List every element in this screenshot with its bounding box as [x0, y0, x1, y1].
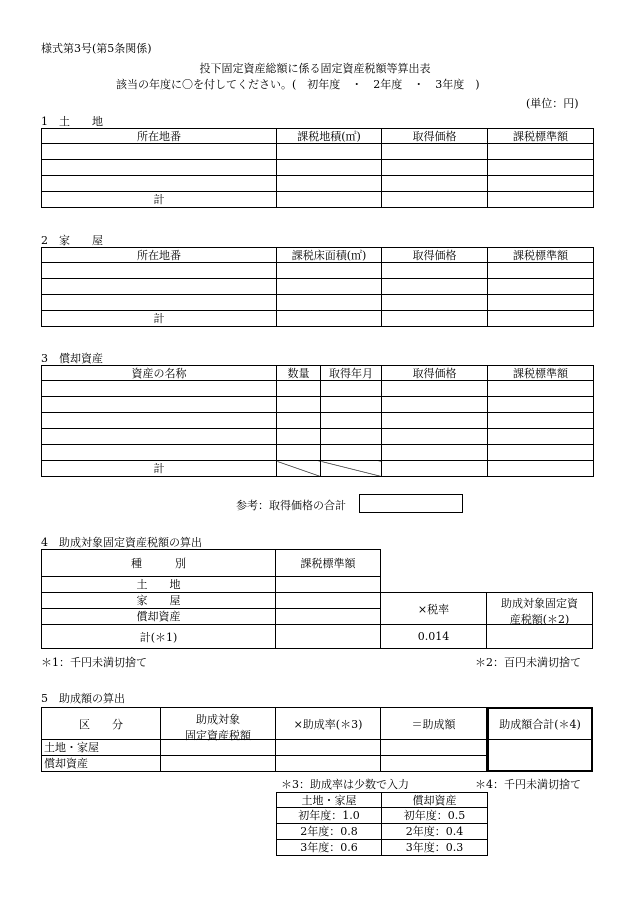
- note-1: ＊1：千円未満切捨て: [41, 656, 147, 669]
- total-row: [42, 461, 594, 477]
- tax-rate-label: ×税率: [380, 592, 487, 625]
- table-row: [42, 144, 594, 160]
- input-cell[interactable]: [488, 176, 594, 192]
- col-header: 取得価格: [382, 248, 488, 263]
- rate-cell: 3年度：0.3: [382, 840, 488, 856]
- page-title: 投下固定資産総額に係る固定資産税額等算出表: [199, 62, 431, 75]
- input-cell[interactable]: [42, 144, 277, 160]
- input-cell[interactable]: [277, 397, 321, 413]
- input-cell[interactable]: [488, 144, 594, 160]
- subsidy-tax-header-line2: 産税額(＊2): [509, 613, 570, 626]
- input-cell[interactable]: [382, 176, 488, 192]
- table-row: [42, 413, 594, 429]
- input-cell[interactable]: [275, 624, 381, 649]
- input-cell[interactable]: [275, 755, 381, 772]
- table-row: [42, 279, 594, 295]
- input-cell[interactable]: [160, 739, 276, 756]
- reference-label: 参考：取得価格の合計: [236, 499, 346, 512]
- col-header: 資産の名称: [42, 366, 277, 381]
- subsidy-tax-header: [486, 592, 593, 625]
- col-header: 所在地番: [42, 248, 277, 263]
- input-cell[interactable]: [382, 461, 488, 477]
- col-header: 課税床面積(㎡): [277, 248, 382, 263]
- input-cell[interactable]: [42, 397, 277, 413]
- input-cell[interactable]: [277, 445, 321, 461]
- input-cell[interactable]: [42, 279, 277, 295]
- input-cell[interactable]: [277, 160, 382, 176]
- tax-calc-table: [41, 549, 593, 652]
- input-cell[interactable]: [488, 397, 594, 413]
- col-header: 所在地番: [42, 129, 277, 144]
- table-row: [277, 840, 488, 856]
- col-header: 数量: [277, 366, 321, 381]
- col-header-category: 区 分: [41, 707, 161, 740]
- input-cell[interactable]: [382, 445, 488, 461]
- land-heading: 1 土 地: [41, 115, 103, 128]
- input-cell[interactable]: [42, 381, 277, 397]
- col-header: 取得価格: [382, 129, 488, 144]
- house-table: [41, 247, 594, 327]
- table-row: [277, 824, 488, 840]
- row-label-depreciable: 償却資産: [41, 608, 276, 625]
- input-cell[interactable]: [42, 263, 277, 279]
- input-cell[interactable]: [42, 295, 277, 311]
- input-cell[interactable]: [277, 429, 321, 445]
- input-cell[interactable]: [488, 295, 594, 311]
- input-cell[interactable]: [488, 429, 594, 445]
- input-cell[interactable]: [277, 192, 382, 208]
- input-cell[interactable]: [277, 279, 382, 295]
- rate-cell: 初年度：1.0: [277, 808, 382, 824]
- table-row: [42, 160, 594, 176]
- rate-header-depreciable: 償却資産: [382, 793, 488, 808]
- table-row: [42, 445, 594, 461]
- row-label-land: 土 地: [41, 576, 276, 593]
- input-cell[interactable]: [277, 144, 382, 160]
- total-label: 計: [42, 311, 277, 327]
- input-cell[interactable]: [382, 263, 488, 279]
- input-cell[interactable]: [382, 144, 488, 160]
- row-label-house: 家 屋: [41, 592, 276, 609]
- table-row: [42, 263, 594, 279]
- input-cell[interactable]: [321, 397, 382, 413]
- col-header-amount: ＝助成額: [380, 707, 487, 740]
- rate-cell: 初年度：0.5: [382, 808, 488, 824]
- input-cell[interactable]: [380, 739, 487, 756]
- total-label: 計: [42, 461, 277, 477]
- input-cell[interactable]: [160, 755, 276, 772]
- form-number: 様式第3号(第5条関係): [41, 42, 152, 55]
- table-row: [42, 381, 594, 397]
- input-cell[interactable]: [277, 176, 382, 192]
- input-cell[interactable]: [277, 413, 321, 429]
- input-cell[interactable]: [42, 429, 277, 445]
- rate-cell: 2年度：0.4: [382, 824, 488, 840]
- input-cell[interactable]: [382, 381, 488, 397]
- input-cell[interactable]: [488, 381, 594, 397]
- note-2: ＊2：百円未満切捨て: [475, 656, 581, 669]
- input-cell[interactable]: [42, 445, 277, 461]
- year-instruction: 該当の年度に〇を付してください。( 初年度 ・ 2年度 ・ 3年度 ): [116, 78, 480, 91]
- col-header: 課税標準額: [488, 129, 594, 144]
- input-cell[interactable]: [321, 413, 382, 429]
- input-cell[interactable]: [380, 755, 487, 772]
- input-cell[interactable]: [382, 397, 488, 413]
- col-header: 課税標準額: [488, 366, 594, 381]
- row-label-depreciable: 償却資産: [41, 755, 161, 772]
- col-header-rate: ×助成率(＊3): [275, 707, 381, 740]
- input-cell[interactable]: [277, 263, 382, 279]
- input-cell[interactable]: [488, 263, 594, 279]
- subsidy-calc-heading: 5 助成額の算出: [41, 692, 125, 705]
- total-row: [42, 311, 594, 327]
- depreciable-heading: 3 償却資産: [41, 352, 103, 365]
- input-cell[interactable]: [488, 160, 594, 176]
- input-cell[interactable]: [321, 445, 382, 461]
- total-label: 計: [42, 192, 277, 208]
- input-cell[interactable]: [382, 429, 488, 445]
- subsidy-tax-header-line1: 助成対象固定資: [501, 597, 578, 610]
- col-header-subsidy-tax: [160, 707, 276, 740]
- total-row: [42, 192, 594, 208]
- subsidy-rate-table: [276, 792, 488, 856]
- input-cell[interactable]: [488, 461, 594, 477]
- input-cell[interactable]: [488, 445, 594, 461]
- land-table: [41, 128, 594, 208]
- input-cell[interactable]: [277, 295, 382, 311]
- input-cell[interactable]: [488, 279, 594, 295]
- col-header: 取得年月: [321, 366, 382, 381]
- col-header-total: 助成額合計(＊4): [487, 707, 593, 740]
- input-cell[interactable]: [277, 311, 382, 327]
- col-header-std: 課税標準額: [275, 549, 381, 577]
- table-row: [42, 397, 594, 413]
- input-cell[interactable]: [275, 576, 381, 593]
- input-cell[interactable]: [488, 311, 594, 327]
- input-cell[interactable]: [42, 160, 277, 176]
- input-cell[interactable]: [275, 608, 381, 625]
- table-row: [42, 176, 594, 192]
- table-row: [42, 429, 594, 445]
- table-row: [277, 808, 488, 824]
- subsidy-tax-input[interactable]: [486, 624, 593, 649]
- input-cell[interactable]: [42, 413, 277, 429]
- input-cell[interactable]: [321, 429, 382, 445]
- input-cell[interactable]: [382, 311, 488, 327]
- input-cell[interactable]: [382, 295, 488, 311]
- input-cell[interactable]: [321, 381, 382, 397]
- input-cell[interactable]: [488, 413, 594, 429]
- rate-header-land-house: 土地・家屋: [277, 793, 382, 808]
- diagonal-strike-cell: [321, 461, 382, 477]
- tax-calc-heading: 4 助成対象固定資産税額の算出: [41, 536, 202, 549]
- input-cell[interactable]: [277, 381, 321, 397]
- row-label-land-house: 土地・家屋: [41, 739, 161, 756]
- input-cell[interactable]: [382, 192, 488, 208]
- col-header: 取得価格: [382, 366, 488, 381]
- input-cell[interactable]: [275, 739, 381, 756]
- input-cell[interactable]: [42, 176, 277, 192]
- unit-label: (単位：円): [526, 97, 579, 110]
- input-cell[interactable]: [382, 279, 488, 295]
- col-header-subsidy-tax-line2: 固定資産税額: [185, 729, 251, 742]
- input-cell[interactable]: [275, 592, 381, 609]
- house-heading: 2 家 屋: [41, 234, 103, 247]
- table-row: [42, 295, 594, 311]
- tax-rate-value: 0.014: [380, 624, 487, 649]
- diagonal-strike-cell: [277, 461, 321, 477]
- input-cell[interactable]: [488, 192, 594, 208]
- col-header: 課税標準額: [488, 248, 594, 263]
- subsidy-calc-table: [41, 707, 593, 773]
- reference-total-field[interactable]: [359, 494, 463, 513]
- depreciable-table: [41, 365, 594, 477]
- note-3: ＊3：助成率は少数で入力: [281, 778, 409, 791]
- subsidy-total-input[interactable]: [487, 739, 593, 772]
- col-header-type: 種 別: [41, 549, 276, 577]
- col-header-subsidy-tax-line1: 助成対象: [196, 713, 240, 726]
- note-4: ＊4：千円未満切捨て: [475, 778, 581, 791]
- row-label-total: 計(＊1): [41, 624, 276, 649]
- input-cell[interactable]: [382, 413, 488, 429]
- rate-cell: 3年度：0.6: [277, 840, 382, 856]
- input-cell[interactable]: [382, 160, 488, 176]
- col-header: 課税地積(㎡): [277, 129, 382, 144]
- rate-cell: 2年度：0.8: [277, 824, 382, 840]
